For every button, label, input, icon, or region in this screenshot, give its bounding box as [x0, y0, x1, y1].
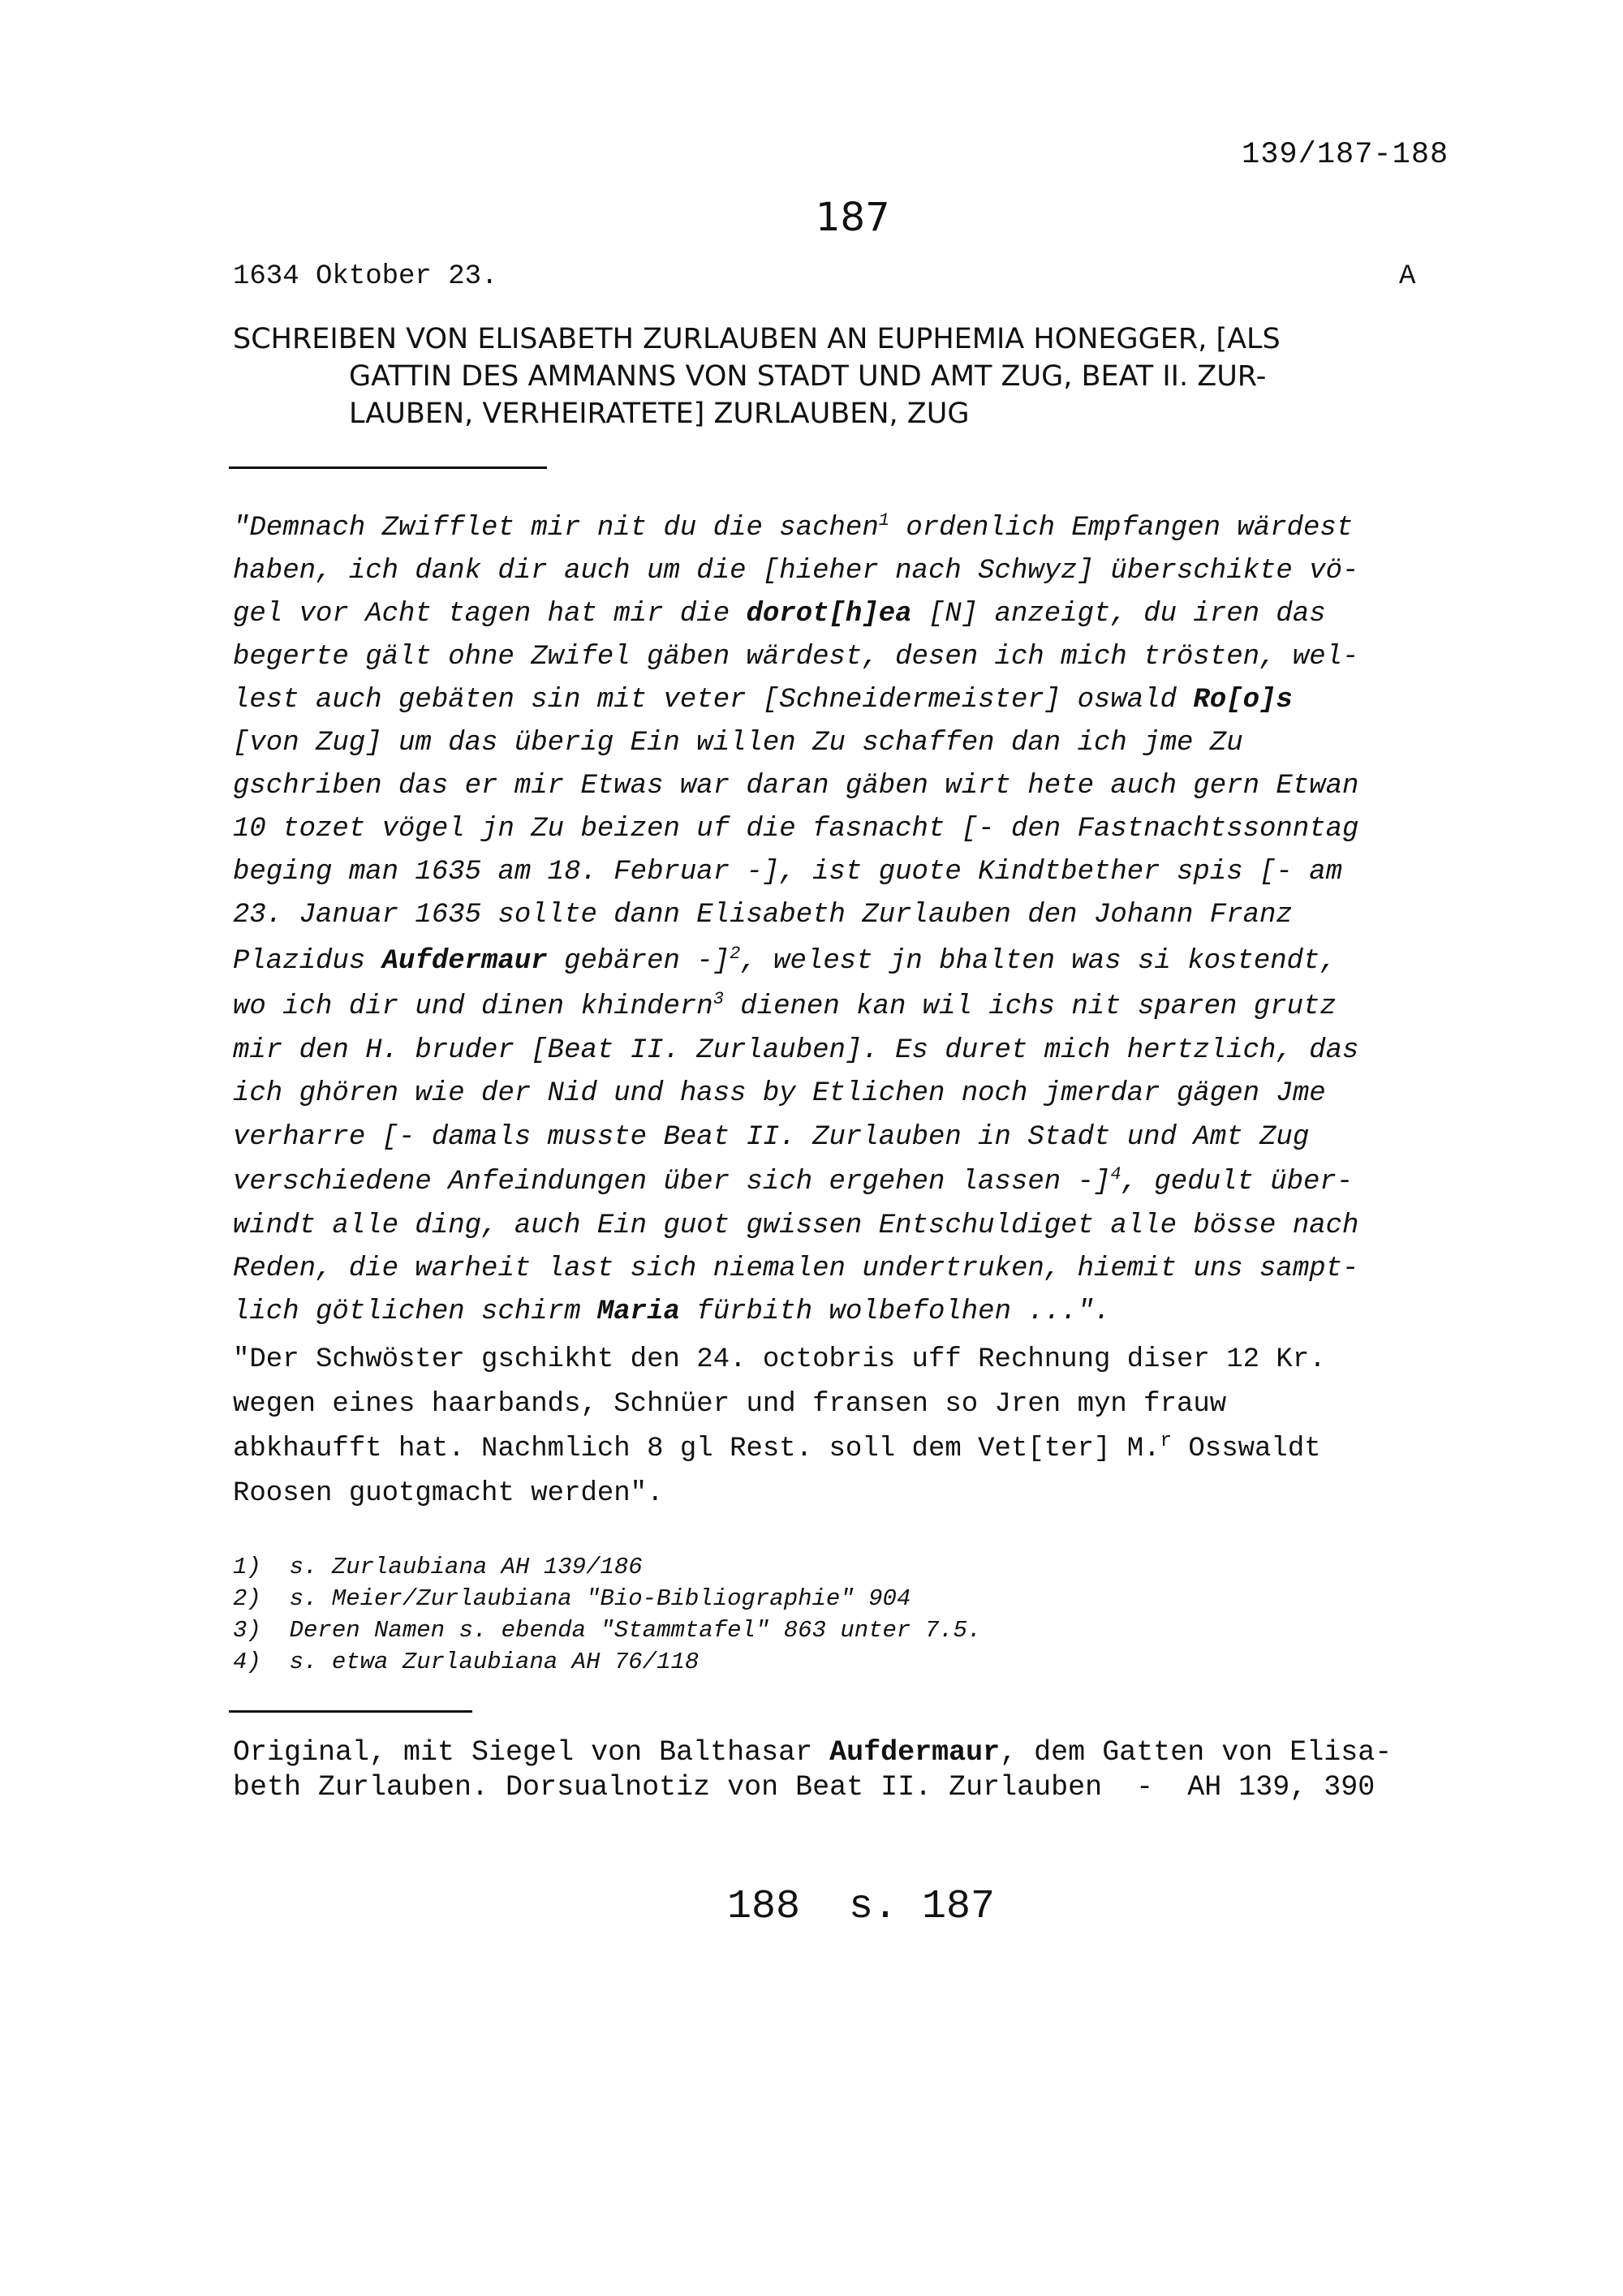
quote-line: wo ich dir und dinen khindern$^3$ dienen kan wil ichs nit sparen grutz	[233, 989, 1337, 1022]
quote-line: [von Zug] um das überig Ein willen Zu schaffen dan ich jme Zu	[233, 728, 1243, 759]
letter-line: wegen eines haarbands, Schnüer und fransen so Jren myn frauw	[233, 1389, 1227, 1420]
quote-line: mir den H. bruder [Beat II. Zurlauben]. Es duret mich hertzlich, das	[233, 1035, 1359, 1066]
page-reference: 139/187-188	[1242, 138, 1449, 172]
quote-line: beging man 1635 am 18. Februar -], ist guote Kindtbether spis [- am	[233, 857, 1343, 888]
footnote: 1) s. Zurlaubiana AH 139/186	[233, 1554, 643, 1580]
source-divider	[229, 1710, 472, 1713]
footnote: 4) s. etwa Zurlaubiana AH 76/118	[233, 1649, 700, 1675]
document-date: 1634 Oktober 23.	[233, 261, 498, 292]
document-number: 187	[816, 195, 890, 240]
quote-line: 23. Januar 1635 sollte dann Elisabeth Zurlauben den Johann Franz	[233, 900, 1293, 931]
quote-line: "Demnach Zwifflet mir nit du die sachen$^1$ ordenlich Empfangen wärdest	[233, 510, 1354, 544]
quote-line: Reden, die warheit last sich niemalen undertruken, hiemit uns sampt-	[233, 1253, 1359, 1284]
quote-line: Plazidus Aufdermaur gebären -]$^2$, welest jn bhalten was si kostendt,	[233, 944, 1337, 977]
footnote: 2) s. Meier/Zurlaubiana "Bio-Bibliographie" 904	[233, 1585, 911, 1612]
source-line: beth Zurlauben. Dorsualnotiz von Beat II. Zurlauben - AH 139, 390	[233, 1771, 1375, 1804]
quote-line: windt alle ding, auch Ein guot gwissen Entschuldiget alle bösse nach	[233, 1210, 1359, 1241]
quote-line: begerte gält ohne Zwifel gäben wärdest, desen ich mich trösten, wel-	[233, 642, 1359, 673]
document-type: A	[1399, 261, 1416, 292]
cross-reference: 188 s. 187	[727, 1884, 996, 1930]
quote-line: lest auch gebäten sin mit veter [Schneidermeister] oswald Ro[o]s	[233, 685, 1293, 716]
source-line: Original, mit Siegel von Balthasar Aufdermaur, dem Gatten von Elisa-	[233, 1736, 1393, 1769]
quote-line: verharre [- damals musste Beat II. Zurlauben in Stadt und Amt Zug	[233, 1122, 1310, 1153]
footnote: 3) Deren Namen s. ebenda "Stammtafel" 863 unter 7.5.	[233, 1617, 982, 1644]
letter-line: abkhaufft hat. Nachmlich 8 gl Rest. soll dem Vet[ter] M.$^r$ Osswaldt	[233, 1430, 1321, 1464]
title-line-2: GATTIN DES AMMANNS VON STADT UND AMT ZUG, BEAT II. ZUR-	[349, 360, 1267, 393]
quote-line: verschiedene Anfeindungen über sich ergehen lassen -]$^4$, gedult über-	[233, 1164, 1354, 1197]
letter-line: "Der Schwöster gschikht den 24. octobris uff Rechnung diser 12 Kr.	[233, 1344, 1326, 1375]
title-line-3: LAUBEN, VERHEIRATETE] ZURLAUBEN, ZUG	[349, 398, 970, 430]
quote-line: ich ghören wie der Nid und hass by Etlichen noch jmerdar gägen Jme	[233, 1078, 1326, 1109]
title-divider	[229, 467, 547, 469]
title-line-1: SCHREIBEN VON ELISABETH ZURLAUBEN AN EUPHEMIA HONEGGER, [ALS	[233, 323, 1281, 355]
quote-line: gel vor Acht tagen hat mir die dorot[h]ea [N] anzeigt, du iren das	[233, 599, 1326, 630]
quote-line: gschriben das er mir Etwas war daran gäben wirt hete auch gern Etwan	[233, 771, 1359, 802]
quote-line: lich götlichen schirm Maria fürbith wolbefolhen ...".	[233, 1296, 1111, 1327]
quote-line: 10 tozet vögel jn Zu beizen uf die fasnacht [- den Fastnachtssonntag	[233, 814, 1359, 845]
quote-line: haben, ich dank dir auch um die [hieher nach Schwyz] überschikte vö-	[233, 556, 1359, 587]
letter-line: Roosen guotgmacht werden".	[233, 1478, 664, 1509]
